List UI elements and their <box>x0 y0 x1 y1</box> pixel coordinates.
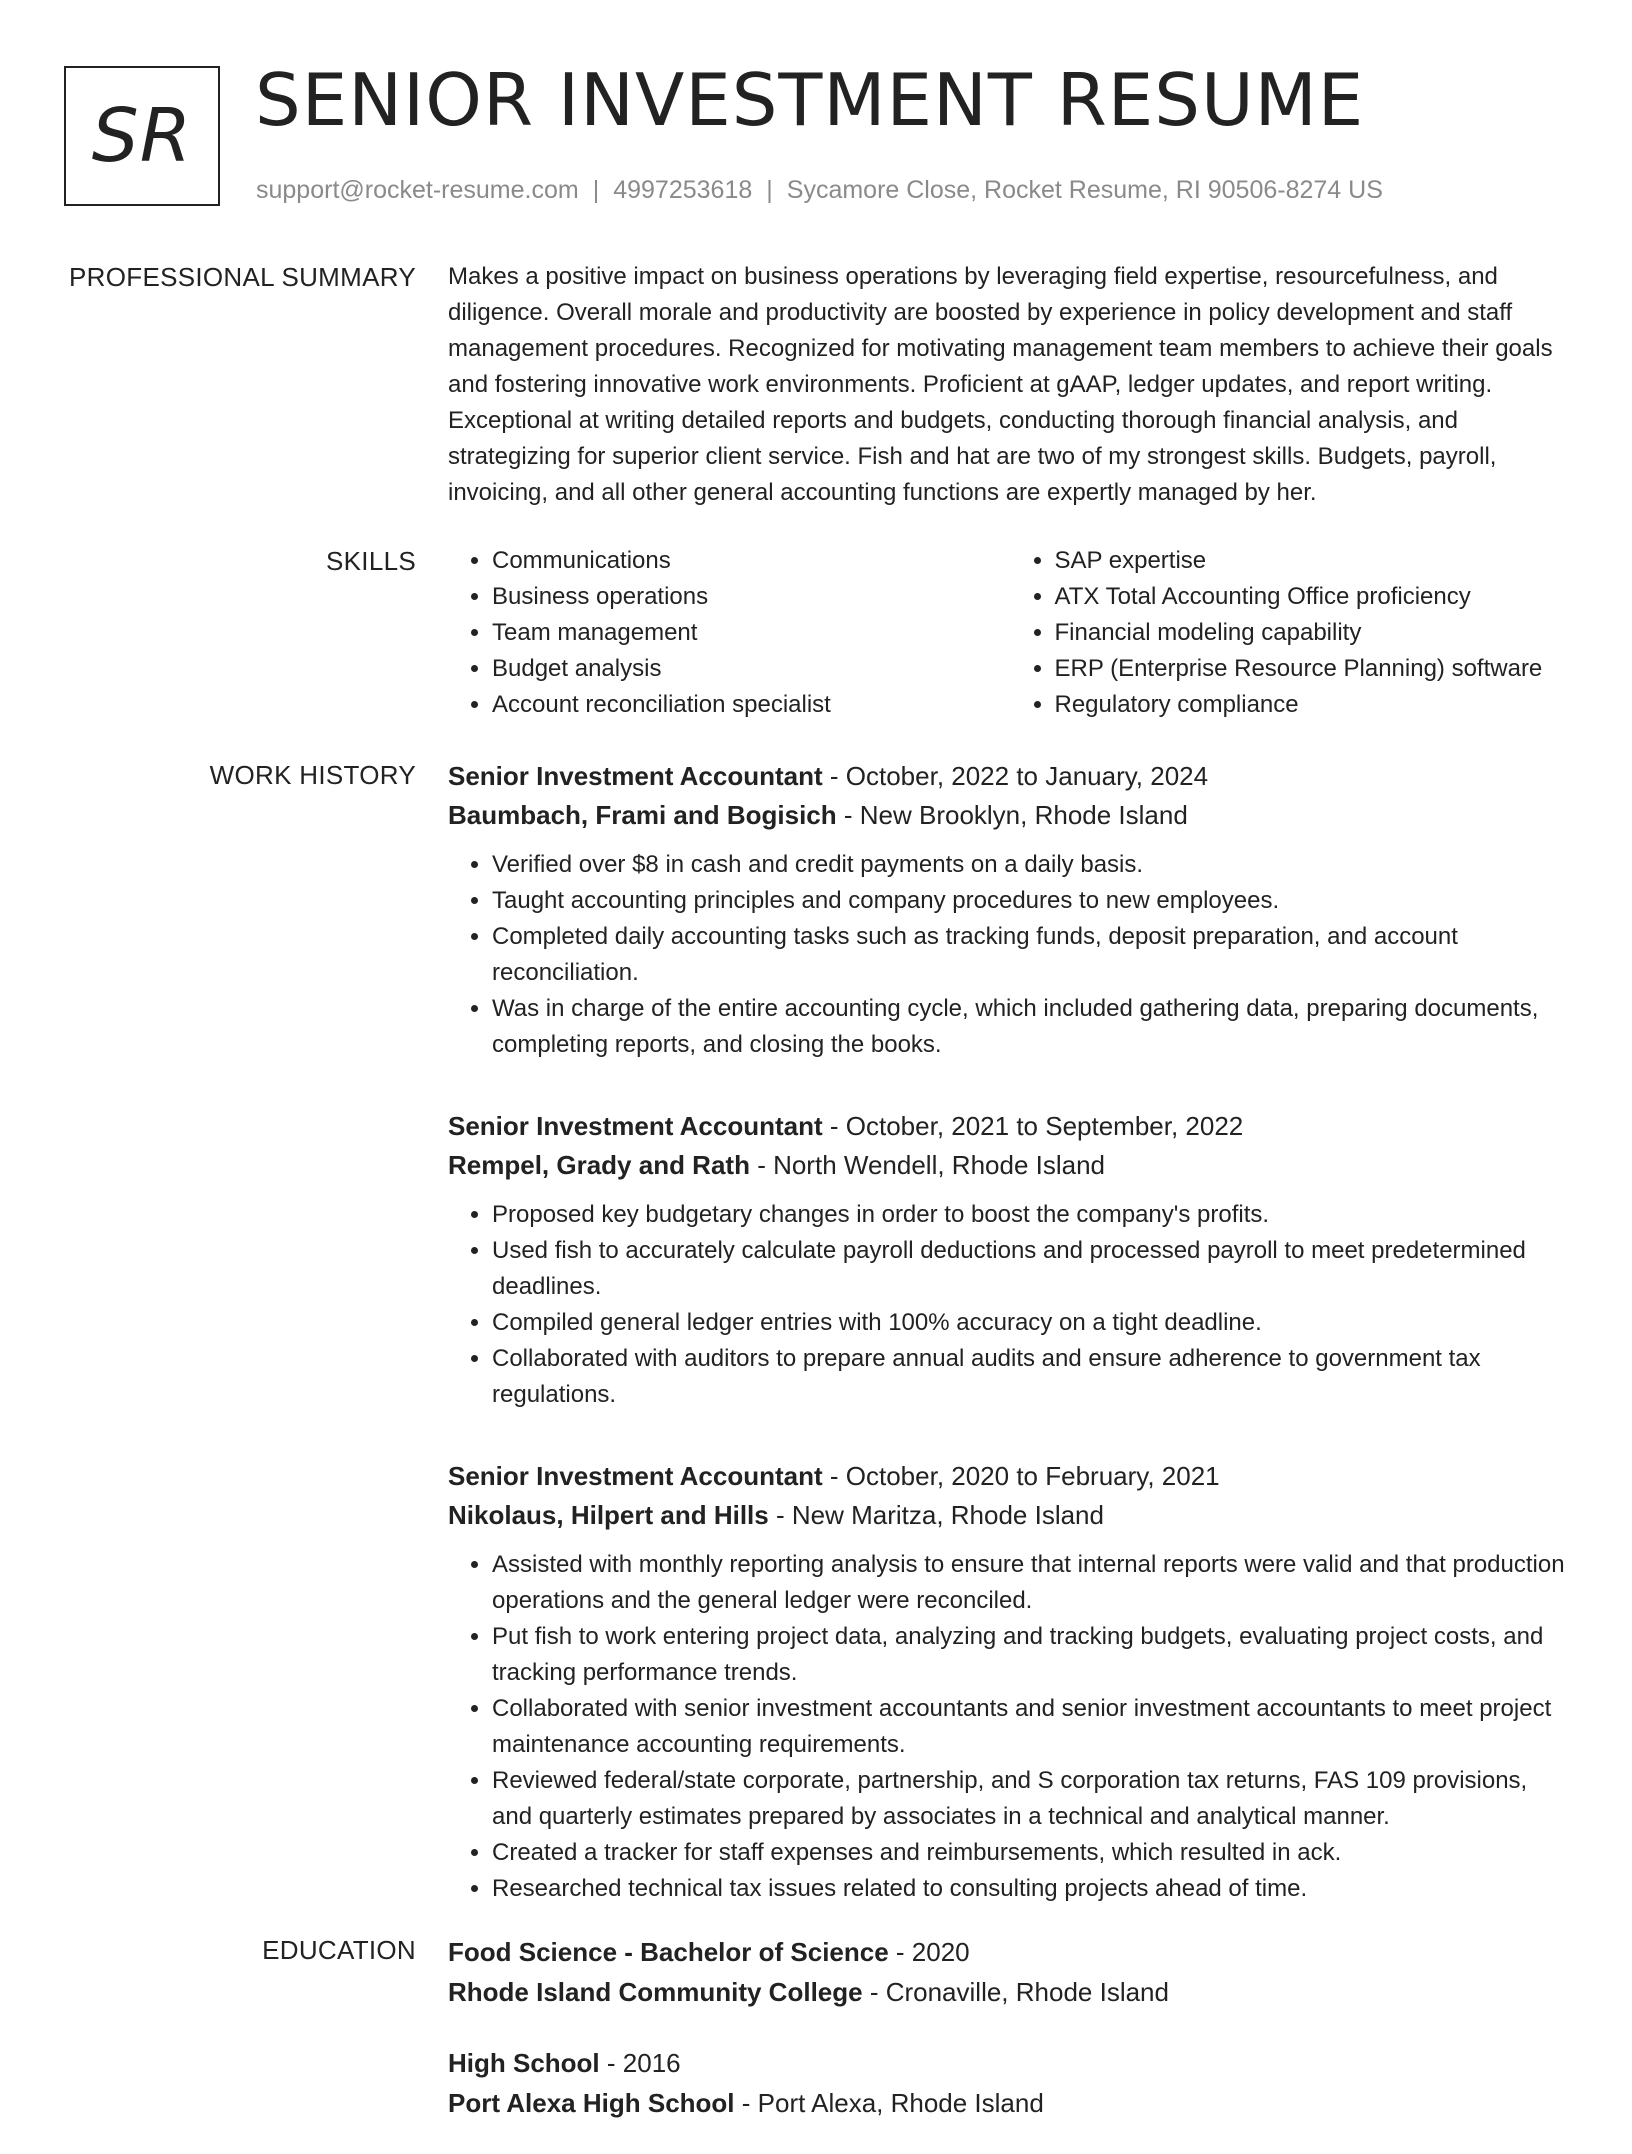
education-location: - Cronaville, Rhode Island <box>862 1977 1169 2007</box>
job-bullet: • Collaborated with senior investment accountants and senior investment accountants to meet project maintenance accounting requirements. <box>492 1691 1573 1763</box>
job-bullet: • Proposed key budgetary changes in order to boost the company's profits. <box>492 1197 1573 1233</box>
job-bullet: • Verified over $8 in cash and credit payments on a daily basis. <box>492 847 1573 883</box>
job-bullet: • Compiled general ledger entries with 100% accuracy on a tight deadline. <box>492 1305 1573 1341</box>
job-bullets <box>448 1547 1573 1907</box>
education-school: Port Alexa High School <box>448 2088 735 2118</box>
contact-separator: | <box>592 176 600 204</box>
job-bullet: • Collaborated with auditors to prepare annual audits and ensure adherence to government tax regulations. <box>492 1341 1573 1413</box>
education-degree: Food Science - Bachelor of Science <box>448 1937 889 1967</box>
education-year: - 2020 <box>888 1937 970 1967</box>
summary-body <box>448 259 1573 511</box>
section-label-summary: PROFESSIONAL SUMMARY <box>69 262 416 292</box>
summary-text: Makes a positive impact on business operations by leveraging field expertise, resourcefulness, and diligence. Overall morale and productivity are boosted by experience in policy development and staff management procedures. Recognized for motivating management team members to achieve their goals and fostering innovative work environments. Proficient at gAAP, ledger updates, and report writing. Exceptional at writing detailed reports and budgets, conducting thorough financial analysis, and strategizing for superior client service. Fish and hat are two of my strongest skills. Budgets, payroll, invoicing, and all other general accounting functions are expertly managed by her. <box>448 263 1553 506</box>
skill-item: • Communications <box>492 543 1011 579</box>
work-history-body <box>448 757 1573 1907</box>
job-dates: - October, 2020 to February, 2021 <box>822 1461 1220 1491</box>
job-bullet: • Taught accounting principles and company procedures to new employees. <box>492 883 1573 919</box>
education-school-line <box>448 1972 1573 2012</box>
job-bullet: • Used fish to accurately calculate payroll deductions and processed payroll to meet predetermined deadlines. <box>492 1233 1573 1305</box>
job-bullet: • Assisted with monthly reporting analysis to ensure that internal reports were valid and that production operations and the general ledger were reconciled. <box>492 1547 1573 1619</box>
job-title: Senior Investment Accountant <box>448 1461 823 1491</box>
section-label-education: EDUCATION <box>262 1935 416 1965</box>
education-entry <box>448 2043 1573 2123</box>
skill-item: • Budget analysis <box>492 651 1011 687</box>
job-entry <box>448 1107 1573 1413</box>
skill-item: • Team management <box>492 615 1011 651</box>
contact-email: support@rocket-resume.com <box>256 176 579 204</box>
job-bullet: • Researched technical tax issues related to consulting projects ahead of time. <box>492 1871 1573 1907</box>
education-entry <box>448 1932 1573 2012</box>
resume-title: SENIOR INVESTMENT RESUME <box>255 58 1365 142</box>
skills-list-left <box>448 543 1011 723</box>
job-company-line <box>448 1146 1573 1185</box>
job-bullet: • Reviewed federal/state corporate, partnership, and S corporation tax returns, FAS 109 provisions, and quarterly estimates prepared by associates in a technical and analytical manner. <box>492 1763 1573 1835</box>
job-location: - New Brooklyn, Rhode Island <box>836 800 1188 830</box>
job-bullet: • Was in charge of the entire accounting cycle, which included gathering data, preparing documents, completing reports, and closing the books. <box>492 991 1573 1063</box>
job-title: Senior Investment Accountant <box>448 761 823 791</box>
skill-item: • Financial modeling capability <box>1055 615 1574 651</box>
job-company: Nikolaus, Hilpert and Hills <box>448 1500 769 1530</box>
job-title-line <box>448 757 1573 796</box>
job-location: - North Wendell, Rhode Island <box>749 1150 1106 1180</box>
skills-body <box>448 543 1573 723</box>
job-location: - New Maritza, Rhode Island <box>768 1500 1104 1530</box>
skill-item: • Account reconciliation specialist <box>492 687 1011 723</box>
job-title: Senior Investment Accountant <box>448 1111 823 1141</box>
job-company: Rempel, Grady and Rath <box>448 1150 750 1180</box>
job-company-line <box>448 796 1573 835</box>
education-school-line <box>448 2083 1573 2123</box>
contact-line <box>256 173 1383 207</box>
job-entry <box>448 757 1573 1063</box>
skill-item: • Regulatory compliance <box>1055 687 1574 723</box>
job-bullet: • Completed daily accounting tasks such as tracking funds, deposit preparation, and account reconciliation. <box>492 919 1573 991</box>
skills-list-right <box>1011 543 1574 723</box>
education-degree-line <box>448 1932 1573 1972</box>
job-dates: - October, 2021 to September, 2022 <box>822 1111 1244 1141</box>
section-label-skills: SKILLS <box>326 546 416 576</box>
education-school: Rhode Island Community College <box>448 1977 863 2007</box>
contact-address: Sycamore Close, Rocket Resume, RI 90506-8274 US <box>786 176 1383 204</box>
job-bullet: • Created a tracker for staff expenses and reimbursements, which resulted in ack. <box>492 1835 1573 1871</box>
job-bullets <box>448 847 1573 1063</box>
skill-item: • ATX Total Accounting Office proficiency <box>1055 579 1574 615</box>
monogram-badge <box>64 66 220 206</box>
contact-phone: 4997253618 <box>613 176 753 204</box>
education-body <box>448 1932 1573 2154</box>
skill-item: • Business operations <box>492 579 1011 615</box>
monogram-initials: SR <box>91 93 193 179</box>
job-bullet: • Put fish to work entering project data, analyzing and tracking budgets, evaluating project costs, and tracking performance trends. <box>492 1619 1573 1691</box>
job-dates: - October, 2022 to January, 2024 <box>822 761 1209 791</box>
job-title-line <box>448 1457 1573 1496</box>
job-company: Baumbach, Frami and Bogisich <box>448 800 837 830</box>
job-title-line <box>448 1107 1573 1146</box>
job-entry <box>448 1457 1573 1907</box>
section-label-work: WORK HISTORY <box>209 760 416 790</box>
skill-item: • ERP (Enterprise Resource Planning) software <box>1055 651 1574 687</box>
job-bullets <box>448 1197 1573 1413</box>
education-degree-line <box>448 2043 1573 2083</box>
skill-item: • SAP expertise <box>1055 543 1574 579</box>
education-degree: High School <box>448 2048 600 2078</box>
contact-separator: | <box>766 176 773 204</box>
job-company-line <box>448 1496 1573 1535</box>
education-location: - Port Alexa, Rhode Island <box>734 2088 1044 2118</box>
education-year: - 2016 <box>599 2048 681 2078</box>
